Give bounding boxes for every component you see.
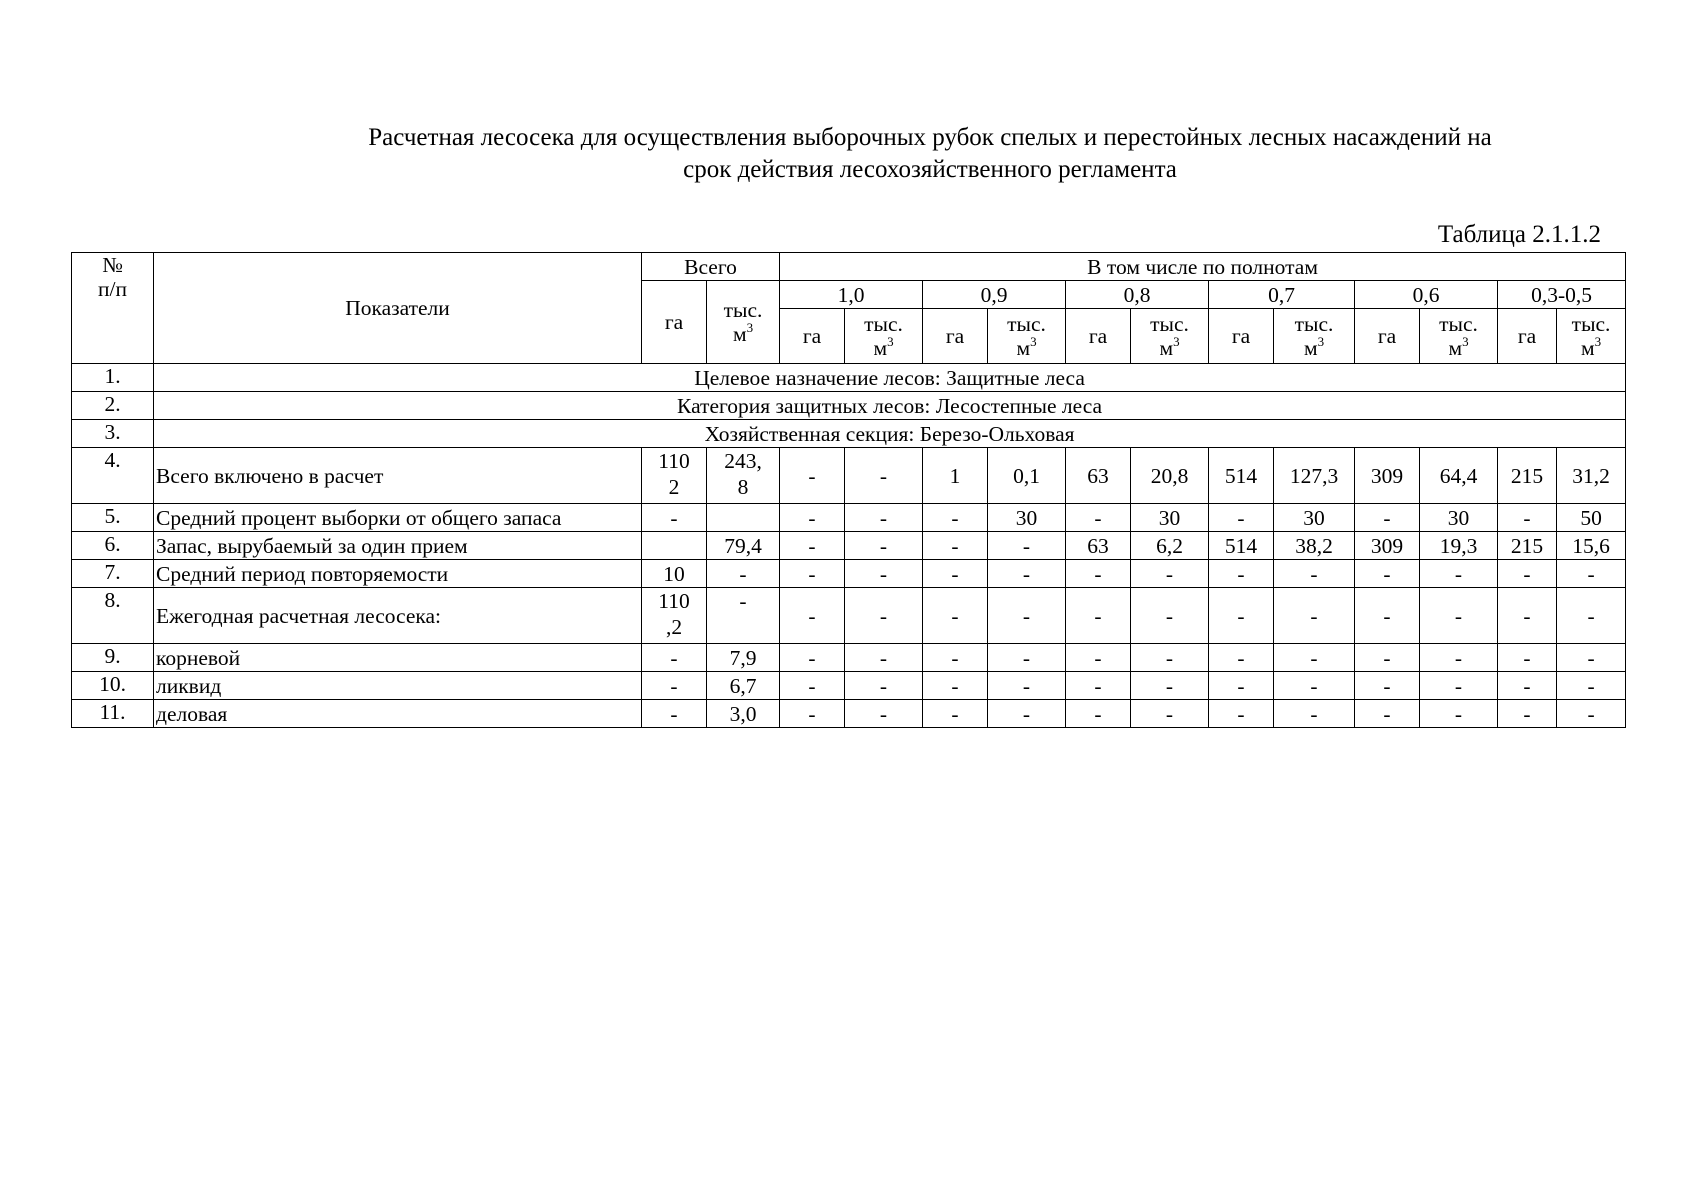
cell-value: -: [1066, 644, 1131, 672]
cell-value: -: [1066, 588, 1131, 644]
cell-value: 309: [1355, 532, 1420, 560]
table-row: [72, 588, 1626, 644]
cell-value: 38,2: [1274, 532, 1355, 560]
cell-value: 215: [1498, 448, 1557, 504]
cell-value: 30: [1131, 504, 1209, 532]
cell-value: -: [1355, 560, 1420, 588]
cell-value: 50: [1557, 504, 1626, 532]
cell-value: 15,6: [1557, 532, 1626, 560]
unit-sup: 3: [1462, 333, 1469, 349]
document-title: [230, 122, 1630, 186]
row-number: 8.: [72, 588, 154, 644]
row-number: 3.: [72, 420, 154, 448]
cell-value: -: [1209, 560, 1274, 588]
cell-value: -: [845, 532, 923, 560]
unit-sup: 3: [887, 333, 894, 349]
cell-value: -: [1557, 588, 1626, 644]
cell-value: -: [1274, 560, 1355, 588]
unit-m: м: [1016, 336, 1031, 360]
table-row: [72, 504, 1626, 532]
cell-value: -: [1355, 588, 1420, 644]
row-number: 10.: [72, 672, 154, 700]
cell-value: -: [780, 504, 845, 532]
unit-sup: 3: [1030, 333, 1037, 349]
cell-value: 6,2: [1131, 532, 1209, 560]
cell-value: -: [780, 532, 845, 560]
row-label: Ежегодная расчетная лесосека:: [154, 588, 642, 644]
cell-value: 215: [1498, 532, 1557, 560]
header-by-density: В том числе по полнотам: [780, 253, 1626, 281]
unit-thous: тыс.: [1439, 312, 1478, 336]
cell-total-m3: -: [707, 588, 780, 644]
cell-total-ha: 10: [642, 560, 707, 588]
row-label: Запас, вырубаемый за один прием: [154, 532, 642, 560]
cell-total-m3: [707, 448, 780, 504]
cell-value: 20,8: [1131, 448, 1209, 504]
cell-value: -: [845, 588, 923, 644]
row-number: 7.: [72, 560, 154, 588]
cell-total-ha: -: [642, 672, 707, 700]
header-density-3: 0,7: [1209, 281, 1355, 309]
cell-value: 514: [1209, 532, 1274, 560]
unit-m3: [709, 319, 777, 346]
cell-value: -: [1355, 700, 1420, 728]
cell-value: -: [1131, 644, 1209, 672]
cell-value: 1: [923, 448, 988, 504]
section-title: Хозяйственная секция: Березо-Ольховая: [154, 420, 1626, 448]
cell-value: -: [845, 672, 923, 700]
cell-value: -: [1209, 504, 1274, 532]
cell-value: -: [845, 448, 923, 504]
unit-m3: [1422, 333, 1495, 360]
unit-thous: тыс.: [723, 298, 763, 322]
cell-total-m3: [707, 504, 780, 532]
cell-value: -: [988, 588, 1066, 644]
row-label: Средний процент выборки от общего запаса: [154, 504, 642, 532]
cell-value: -: [1131, 700, 1209, 728]
unit-m: м: [1448, 336, 1463, 360]
cell-value: -: [1209, 700, 1274, 728]
cell-value: -: [780, 644, 845, 672]
unit-m3: [1133, 333, 1206, 360]
header-num-sign: №: [102, 253, 123, 277]
unit-sup: 3: [1173, 333, 1180, 349]
unit-thous: тыс.: [1150, 312, 1189, 336]
header-density-1: 0,9: [923, 281, 1066, 309]
cell-value: -: [1209, 644, 1274, 672]
cell-total-m3: -: [707, 560, 780, 588]
cell-value: 30: [1420, 504, 1498, 532]
cell-line: 110: [658, 449, 690, 473]
cell-total-ha: -: [642, 504, 707, 532]
row-number: 9.: [72, 644, 154, 672]
cell-value: -: [923, 644, 988, 672]
cell-total-m3: 79,4: [707, 532, 780, 560]
row-number: 6.: [72, 532, 154, 560]
cell-value: -: [1420, 672, 1498, 700]
cell-value: -: [1420, 560, 1498, 588]
cell-value: 0,1: [988, 448, 1066, 504]
cell-value: -: [1066, 672, 1131, 700]
cell-value: -: [1498, 560, 1557, 588]
header-unit-m3: [845, 309, 923, 364]
row-label: деловая: [154, 700, 642, 728]
row-number: 5.: [72, 504, 154, 532]
cell-value: 127,3: [1274, 448, 1355, 504]
cell-value: -: [1355, 672, 1420, 700]
cell-value: -: [923, 560, 988, 588]
unit-m: м: [732, 322, 747, 346]
cell-value: -: [988, 532, 1066, 560]
cell-value: -: [1274, 700, 1355, 728]
cell-value: -: [923, 504, 988, 532]
header-density-2: 0,8: [1066, 281, 1209, 309]
cell-value: -: [780, 700, 845, 728]
cell-value: 30: [988, 504, 1066, 532]
cell-value: -: [1498, 504, 1557, 532]
unit-m3: [1276, 333, 1352, 360]
section-row: [72, 420, 1626, 448]
cell-total-ha: [642, 448, 707, 504]
header-total-m3: [707, 281, 780, 364]
row-label: корневой: [154, 644, 642, 672]
header-unit-ha: га: [1355, 309, 1420, 364]
section-title: Категория защитных лесов: Лесостепные леса: [154, 392, 1626, 420]
cell-value: 31,2: [1557, 448, 1626, 504]
cell-value: -: [1498, 700, 1557, 728]
unit-m: м: [1159, 336, 1174, 360]
cell-value: -: [1066, 504, 1131, 532]
header-num-abbr: п/п: [98, 277, 127, 301]
header-unit-ha: га: [1498, 309, 1557, 364]
cell-value: -: [780, 588, 845, 644]
unit-m3: [990, 333, 1063, 360]
section-row: [72, 392, 1626, 420]
cell-value: 30: [1274, 504, 1355, 532]
cell-value: 63: [1066, 448, 1131, 504]
cell-value: 63: [1066, 532, 1131, 560]
unit-sup: 3: [1317, 333, 1325, 349]
cell-total-ha: -: [642, 644, 707, 672]
table-row: [72, 560, 1626, 588]
header-density-0: 1,0: [780, 281, 923, 309]
cell-value: -: [1498, 672, 1557, 700]
cell-line: 8: [737, 475, 749, 499]
cell-value: -: [923, 588, 988, 644]
row-label: ликвид: [154, 672, 642, 700]
cell-total-m3: 3,0: [707, 700, 780, 728]
cell-value: -: [1131, 672, 1209, 700]
unit-m: м: [1303, 336, 1318, 360]
header-num: [72, 253, 154, 364]
cell-value: -: [1131, 588, 1209, 644]
cell-value: -: [1557, 644, 1626, 672]
header-unit-m3: [988, 309, 1066, 364]
title-line-1: Расчетная лесосека для осуществления выборочных рубок спелых и перестойных лесных насаждений на: [368, 124, 1492, 151]
cell-total-ha: -: [642, 700, 707, 728]
allowable-cut-table: [71, 252, 1626, 728]
unit-sup: 3: [1594, 333, 1602, 349]
cell-value: -: [780, 448, 845, 504]
cell-value: -: [845, 504, 923, 532]
cell-value: -: [1274, 672, 1355, 700]
cell-value: -: [1498, 588, 1557, 644]
cell-value: -: [780, 560, 845, 588]
cell-value: -: [988, 700, 1066, 728]
section-row: [72, 364, 1626, 392]
cell-value: -: [988, 560, 1066, 588]
row-number: 1.: [72, 364, 154, 392]
unit-m: м: [873, 336, 888, 360]
header-density-5: 0,3-0,5: [1498, 281, 1626, 309]
row-label: Средний период повторяемости: [154, 560, 642, 588]
header-unit-m3: [1557, 309, 1626, 364]
cell-value: -: [1498, 644, 1557, 672]
header-unit-ha: га: [923, 309, 988, 364]
cell-value: -: [1274, 588, 1355, 644]
header-unit-ha: га: [1209, 309, 1274, 364]
row-number: 2.: [72, 392, 154, 420]
cell-value: -: [1066, 560, 1131, 588]
title-line-2: срок действия лесохозяйственного регламента: [683, 156, 1177, 183]
cell-value: -: [1209, 588, 1274, 644]
cell-total-ha: [642, 588, 707, 644]
cell-value: -: [845, 700, 923, 728]
unit-thous: тыс.: [1007, 312, 1046, 336]
cell-line: ,2: [665, 615, 683, 639]
table-caption: Таблица 2.1.1.2: [1437, 221, 1601, 248]
header-unit-ha: га: [1066, 309, 1131, 364]
cell-value: -: [780, 672, 845, 700]
unit-thous: тыс.: [1571, 312, 1611, 336]
cell-value: 309: [1355, 448, 1420, 504]
cell-value: -: [923, 672, 988, 700]
header-indicators: Показатели: [154, 253, 642, 364]
table-row: [72, 700, 1626, 728]
cell-value: -: [845, 644, 923, 672]
header-unit-m3: [1274, 309, 1355, 364]
unit-sup: 3: [746, 319, 754, 335]
table-row: [72, 672, 1626, 700]
row-label: Всего включено в расчет: [154, 448, 642, 504]
header-unit-m3: [1420, 309, 1498, 364]
unit-m3: [847, 333, 920, 360]
cell-value: 19,3: [1420, 532, 1498, 560]
unit-m3: [1559, 333, 1623, 360]
cell-value: -: [1131, 560, 1209, 588]
cell-total-m3: 6,7: [707, 672, 780, 700]
cell-value: -: [1420, 700, 1498, 728]
table-row: [72, 644, 1626, 672]
header-unit-ha: га: [780, 309, 845, 364]
row-number: 4.: [72, 448, 154, 504]
cell-value: -: [1557, 672, 1626, 700]
cell-value: 64,4: [1420, 448, 1498, 504]
cell-value: -: [1066, 700, 1131, 728]
cell-value: -: [1209, 672, 1274, 700]
cell-value: 514: [1209, 448, 1274, 504]
cell-line: 243,: [724, 449, 762, 473]
header-total-ha: га: [642, 281, 707, 364]
cell-line: 110: [658, 589, 690, 613]
cell-value: -: [1355, 644, 1420, 672]
cell-value: -: [988, 672, 1066, 700]
cell-value: -: [988, 644, 1066, 672]
header-unit-m3: [1131, 309, 1209, 364]
header-density-4: 0,6: [1355, 281, 1498, 309]
table-row: [72, 532, 1626, 560]
unit-thous: тыс.: [1294, 312, 1334, 336]
cell-value: -: [1420, 644, 1498, 672]
unit-thous: тыс.: [864, 312, 903, 336]
cell-line: 2: [668, 475, 680, 499]
row-number: 11.: [72, 700, 154, 728]
cell-value: -: [1420, 588, 1498, 644]
cell-total-ha: [642, 532, 707, 560]
cell-value: -: [923, 532, 988, 560]
table-row: [72, 448, 1626, 504]
cell-value: -: [1557, 560, 1626, 588]
unit-m: м: [1581, 336, 1595, 360]
cell-value: -: [1557, 700, 1626, 728]
cell-value: -: [845, 560, 923, 588]
cell-value: -: [923, 700, 988, 728]
header-total: Всего: [642, 253, 780, 281]
cell-total-m3: 7,9: [707, 644, 780, 672]
cell-value: -: [1274, 644, 1355, 672]
section-title: Целевое назначение лесов: Защитные леса: [154, 364, 1626, 392]
cell-value: -: [1355, 504, 1420, 532]
